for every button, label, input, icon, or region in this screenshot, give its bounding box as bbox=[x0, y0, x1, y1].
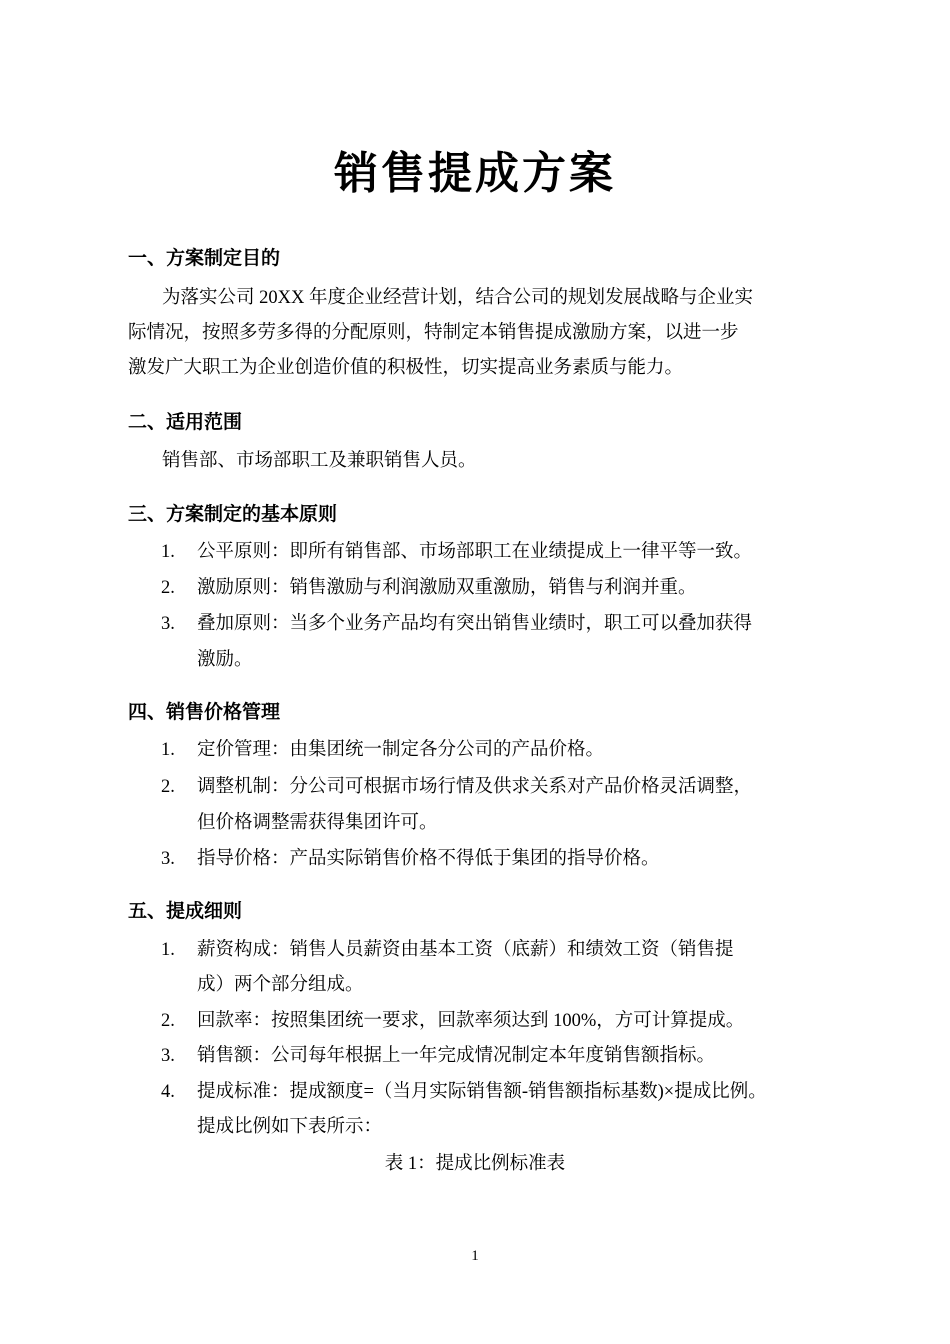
list-item-continuation: 但价格调整需获得集团许可。 bbox=[197, 813, 438, 833]
list-number: 2. bbox=[161, 578, 175, 598]
section-heading-purpose: 一、方案制定目的 bbox=[128, 248, 281, 269]
list-number: 1. bbox=[161, 940, 175, 960]
paragraph-line: 为落实公司 20XX 年度企业经营计划，结合公司的规划发展战略与企业实 bbox=[162, 288, 753, 308]
list-number: 2. bbox=[161, 1011, 175, 1031]
list-number: 3. bbox=[161, 614, 175, 634]
list-item: 定价管理：由集团统一制定各分公司的产品价格。 bbox=[197, 740, 605, 760]
list-number: 1. bbox=[161, 542, 175, 562]
document-title: 销售提成方案 bbox=[334, 149, 616, 198]
section-heading-scope: 二、适用范围 bbox=[128, 412, 243, 433]
paragraph-line: 销售部、市场部职工及兼职销售人员。 bbox=[162, 451, 477, 471]
list-item: 销售额：公司每年根据上一年完成情况制定本年度销售额指标。 bbox=[197, 1046, 716, 1066]
list-item-continuation: 激励。 bbox=[197, 650, 253, 670]
list-item: 薪资构成：销售人员薪资由基本工资（底薪）和绩效工资（销售提 bbox=[197, 940, 734, 960]
list-item: 公平原则：即所有销售部、市场部职工在业绩提成上一律平等一致。 bbox=[197, 542, 753, 562]
list-item: 激励原则：销售激励与利润激励双重激励，销售与利润并重。 bbox=[197, 578, 697, 598]
list-item-continuation: 提成比例如下表所示： bbox=[197, 1117, 383, 1137]
list-item: 提成标准：提成额度=（当月实际销售额-销售额指标基数)×提成比例。 bbox=[197, 1082, 767, 1102]
list-item-continuation: 成）两个部分组成。 bbox=[197, 975, 364, 995]
section-heading-commission-rules: 五、提成细则 bbox=[128, 901, 243, 922]
list-number: 3. bbox=[161, 1046, 175, 1066]
list-number: 3. bbox=[161, 849, 175, 869]
page-number: 1 bbox=[471, 1248, 479, 1264]
paragraph-line: 激发广大职工为企业创造价值的积极性，切实提高业务素质与能力。 bbox=[128, 358, 684, 378]
list-number: 1. bbox=[161, 740, 175, 760]
paragraph-line: 际情况，按照多劳多得的分配原则，特制定本销售提成激励方案，以进一步 bbox=[128, 323, 739, 343]
list-number: 2. bbox=[161, 777, 175, 797]
section-heading-price-management: 四、销售价格管理 bbox=[128, 702, 281, 723]
section-heading-principles: 三、方案制定的基本原则 bbox=[128, 504, 338, 525]
list-item: 调整机制：分公司可根据市场行情及供求关系对产品价格灵活调整， bbox=[197, 777, 753, 797]
list-item: 叠加原则：当多个业务产品均有突出销售业绩时，职工可以叠加获得 bbox=[197, 614, 753, 634]
list-item: 回款率：按照集团统一要求，回款率须达到 100%，方可计算提成。 bbox=[197, 1011, 745, 1031]
table-caption: 表 1：提成比例标准表 bbox=[384, 1154, 566, 1174]
list-number: 4. bbox=[161, 1082, 175, 1102]
list-item: 指导价格：产品实际销售价格不得低于集团的指导价格。 bbox=[197, 849, 660, 869]
